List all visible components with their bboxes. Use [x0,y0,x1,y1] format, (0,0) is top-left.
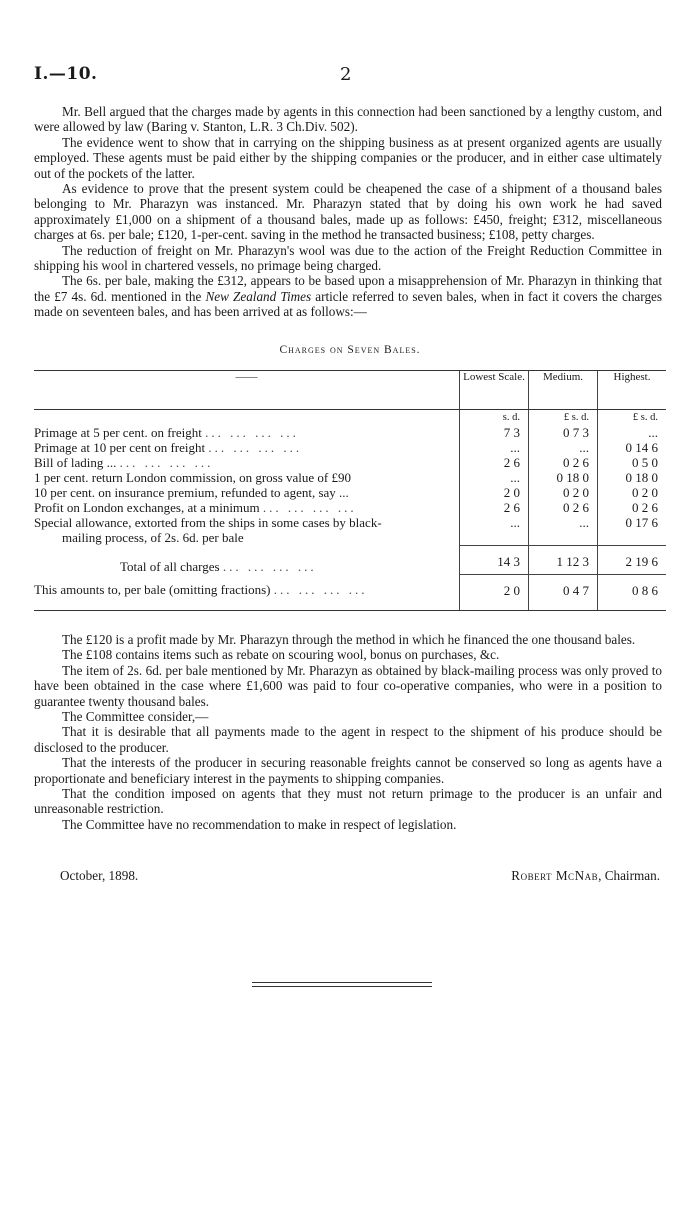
closing-rule [252,986,432,987]
cell-lowest: ... [460,440,529,455]
paragraph: The £108 contains items such as rebate on scouring wool, bonus on purchases, &c. [62,647,500,663]
column-header-highest: Highest. [598,371,667,410]
closing-rule [252,982,432,983]
cell-medium: 0 2 6 [529,500,598,515]
total-highest: 2 19 6 [598,545,667,574]
paragraph: That the interests of the producer in securing reasonable freights cannot be conserved so long as agents have a proportionate and beneficiary interest in the payments to shipping companies. [34,755,662,786]
cell-medium: 0 2 6 [529,455,598,470]
dot-leader: ... ... ... ... [119,455,214,470]
row-label: Special allowance, extorted from the ships in some cases by black- [34,515,382,530]
table-row [34,485,666,500]
cell-highest: 0 17 6 [598,515,667,545]
paragraph-text: article referred to seven bales, when in fact it covers the charges made on seventeen bales, and has been arrived at as follows:— [34,288,663,320]
paragraph: The Committee consider,— [62,709,209,725]
dot-leader: ... ... ... ... [208,440,303,455]
table-row [34,470,666,485]
row-label: Primage at 5 per cent. on freight [34,425,202,440]
column-header-description: —— [34,371,460,410]
row-label-continuation: mailing process, of 2s. 6d. per bale [62,530,244,545]
column-header-lowest: Lowest Scale. [460,371,529,410]
cell-lowest: 2 0 [460,485,529,500]
row-label: Bill of lading ... [34,455,117,470]
cell-medium: 0 18 0 [529,470,598,485]
cell-lowest: 2 6 [460,500,529,515]
cell-medium: 0 2 0 [529,485,598,500]
paragraph: That it is desirable that all payments made to the agent in respect to the shipment of his produce should be disclosed to the producer. [34,724,662,755]
dot-leader: ... ... ... ... [273,582,368,597]
per-bale-lowest: 2 0 [460,574,529,610]
row-label: Profit on London exchanges, at a minimum [34,500,260,515]
unit-label: £ s. d. [529,410,598,426]
cell-highest: 0 2 6 [598,500,667,515]
cell-lowest: ... [460,515,529,545]
cell-medium: ... [529,515,598,545]
total-label: Total of all charges [120,559,220,574]
paragraph: Mr. Bell argued that the charges made by agents in this connection had been sanctioned by a lengthy custom, and were allowed by law (Baring v. Stanton, L.R. 3 Ch.Div. 502). [34,104,662,135]
table-row [34,425,666,440]
charges-table [34,370,666,611]
row-label: 1 per cent. return London commission, on gross value of £90 [34,470,351,485]
cell-medium: ... [529,440,598,455]
paragraph: The reduction of freight on Mr. Pharazyn's wool was due to the action of the Freight Reduction Committee in shipping his wool in chartered vessels, no primage being charged. [34,242,662,274]
table-row [34,455,666,470]
chairman-title: , Chairman. [598,868,660,883]
total-medium: 1 12 3 [529,545,598,574]
per-bale-label: This amounts to, per bale (omitting fractions) [34,582,271,597]
body-text [34,104,662,320]
paragraph: As evidence to prove that the present system could be cheapened the case of a shipment of a thousand bales belonging to Mr. Pharazyn was instanced. Mr. Pharazyn stated that by doing his own work he had saved approximately £1,000 on a shipment of a thousand bales, made up as follows: £450, freight; £312, miscellaneous charges at 6s. per bale; £120, 1-per-cent. saving in the method he transacted business; £108, petty charges. [34,181,662,243]
cell-lowest: 2 6 [460,455,529,470]
per-bale-medium: 0 4 7 [529,574,598,610]
paragraph: The £120 is a profit made by Mr. Pharazyn through the method in which he financed the one thousand bales. [62,632,636,647]
paragraph: The Committee have no recommendation to make in respect of legislation. [62,816,457,832]
cell-lowest: 7 3 [460,425,529,440]
paragraph-text: The 6s. per bale, making the £312, appears to be based upon a misapprehension of Mr. Pharazyn in thinking that the £7 4s. 6d. mentioned in the [34,273,662,304]
page-number: 2 [340,64,352,85]
total-row [34,545,666,574]
cell-highest: 0 2 0 [598,485,667,500]
paragraph: The evidence went to show that in carrying on the shipping business as at present organized agents are usually employed. These agents must be paid either by the shipping companies or the producer, and in either case ultimately out of the pockets of the latter. [34,134,662,181]
table-header-row [34,371,666,410]
paragraph: That the condition imposed on agents that they must not return primage to the producer is an unfair and unreasonable restriction. [34,786,662,817]
paragraph [34,273,662,319]
table-row [34,440,666,455]
chairman-name: Robert McNab [511,868,599,883]
unit-label: s. d. [460,410,529,426]
cell-highest: 0 18 0 [598,470,667,485]
dot-leader: ... ... ... ... [222,559,317,574]
per-bale-highest: 0 8 6 [598,574,667,610]
column-header-medium: Medium. [529,371,598,410]
units-row [34,410,666,426]
newspaper-title: New Zealand Times [205,288,312,304]
cell-highest: 0 5 0 [598,455,667,470]
cell-highest: ... [598,425,667,440]
document-reference: I.—10. [34,64,98,84]
report-date: October, 1898. [60,868,139,883]
row-label: Primage at 10 per cent on freight [34,440,206,455]
table-row [34,515,666,545]
cell-medium: 0 7 3 [529,425,598,440]
table-heading: Charges on Seven Bales. [279,344,421,356]
conclusions-text [34,632,662,832]
cell-highest: 0 14 6 [598,440,667,455]
table-row [34,500,666,515]
per-bale-row [34,574,666,610]
paragraph: The item of 2s. 6d. per bale mentioned by Mr. Pharazyn as obtained by black-mailing process was only proved to have been obtained in the case where £1,600 was paid to four co-operative companies, who were in a position to guarantee twenty thousand bales. [34,662,662,709]
dot-leader: ... ... ... ... [262,500,357,515]
row-label: 10 per cent. on insurance premium, refunded to agent, say ... [34,485,349,500]
cell-lowest: ... [460,470,529,485]
chairman-signature [511,868,660,884]
dot-leader: ... ... ... ... [205,425,299,440]
total-lowest: 14 3 [460,545,529,574]
unit-label: £ s. d. [598,410,667,426]
